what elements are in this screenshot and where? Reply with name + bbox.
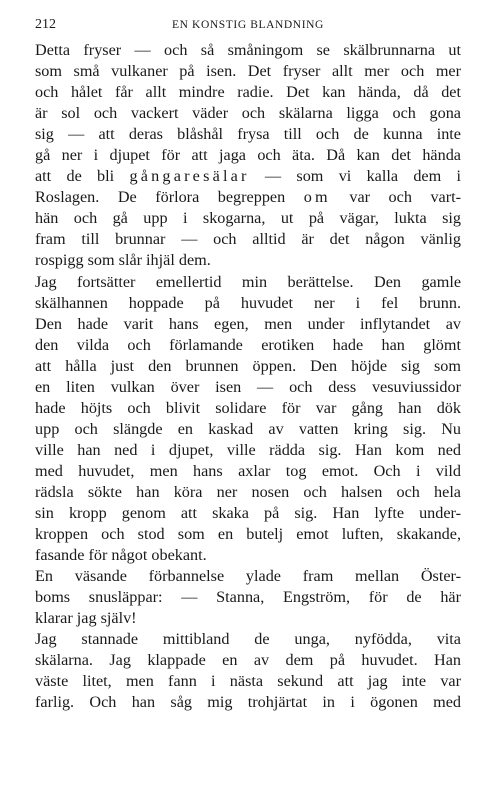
text-line: hän och gå upp i skogarna, ut på vägar, lukta sig <box>35 209 461 228</box>
text-line: En väsande förbannelse ylade fram mellan Öster- <box>35 567 461 586</box>
text-line: gå ner i djupet för att jaga och äta. Då kan det hända <box>35 146 461 165</box>
text-line <box>35 166 461 187</box>
text-line: Jag fortsätter emellertid min berättelse. Den gamle <box>35 272 461 291</box>
text-line: boms snusläppar: — Stanna, Engström, för de här <box>35 588 461 607</box>
text-line: Den hade varit hans egen, men under inflytandet av <box>35 314 461 333</box>
text-line: sig — att deras blåshål frysa till och de kunna inte <box>35 125 461 144</box>
book-page <box>35 14 461 714</box>
text-line: och hålet får allt mindre radie. Det kan hända, då det <box>35 83 461 102</box>
text-line: är sol och vackert väder och skälarna ligga och gona <box>35 104 461 123</box>
text-line: farlig. Och han såg mig trohjärtat in i ögonen med <box>35 693 461 712</box>
text-line: som små vulkaner på isen. Det fryser allt mer och mer <box>35 62 461 81</box>
text-segment: — som vi kalla dem i <box>249 167 461 186</box>
text-line: väste litet, men fann i nästa sekund att jag inte var <box>35 672 461 691</box>
text-line: fasande för något obekant. <box>35 546 207 565</box>
text-line: ville han ned i djupet, ville rädda sig. Han kom ned <box>35 440 461 459</box>
text-line: klarar jag själv! <box>35 609 137 628</box>
text-line: att hålla just den brunnen öppen. Den höjde sig som <box>35 356 461 375</box>
text-segment: var och vart- <box>330 188 462 207</box>
running-head <box>35 14 461 36</box>
page-number: 212 <box>35 17 56 32</box>
text-segment: Roslagen. De förlora begreppen <box>35 188 304 207</box>
letterspaced-term: gångaresälar <box>129 167 250 186</box>
body-text <box>35 40 461 714</box>
letterspaced-term: om <box>303 188 331 207</box>
text-line: en liten vulkan över isen — och dess vesuviussidor <box>35 377 461 396</box>
text-line: upp och slängde en kaskad av vatten kring sig. Nu <box>35 419 461 438</box>
text-line: rospigg som slår ihjäl dem. <box>35 251 211 270</box>
text-line: skälhannen hoppade på huvudet ner i fel brunn. <box>35 293 461 312</box>
text-line: Detta fryser — och så småningom se skälbrunnarna ut <box>35 41 461 59</box>
text-line: sin kropp genom att skaka på sig. Han lyfte under- <box>35 504 461 523</box>
text-line: Jag stannade mittibland de unga, nyfödda, vita <box>35 630 461 649</box>
running-title: EN KONSTIG BLANDNING <box>172 19 324 31</box>
text-line: med huvudet, men hans axlar tog emot. Och i vild <box>35 461 461 480</box>
text-line: kroppen och stod som en butelj emot luften, skakande, <box>35 525 461 544</box>
text-line: hade höjts och blivit solidare för var gång han dök <box>35 398 461 417</box>
text-line: skälarna. Jag klappade en av dem på huvudet. Han <box>35 651 461 670</box>
text-line: rädsla sökte han köra ner nosen och halsen och hela <box>35 482 461 501</box>
text-segment: att de bli <box>35 167 130 186</box>
text-line: den vilda och förlamande erotiken hade han glömt <box>35 335 461 354</box>
text-line: fram till brunnar — och alltid är det någon vänlig <box>35 230 461 249</box>
text-line <box>35 187 461 208</box>
